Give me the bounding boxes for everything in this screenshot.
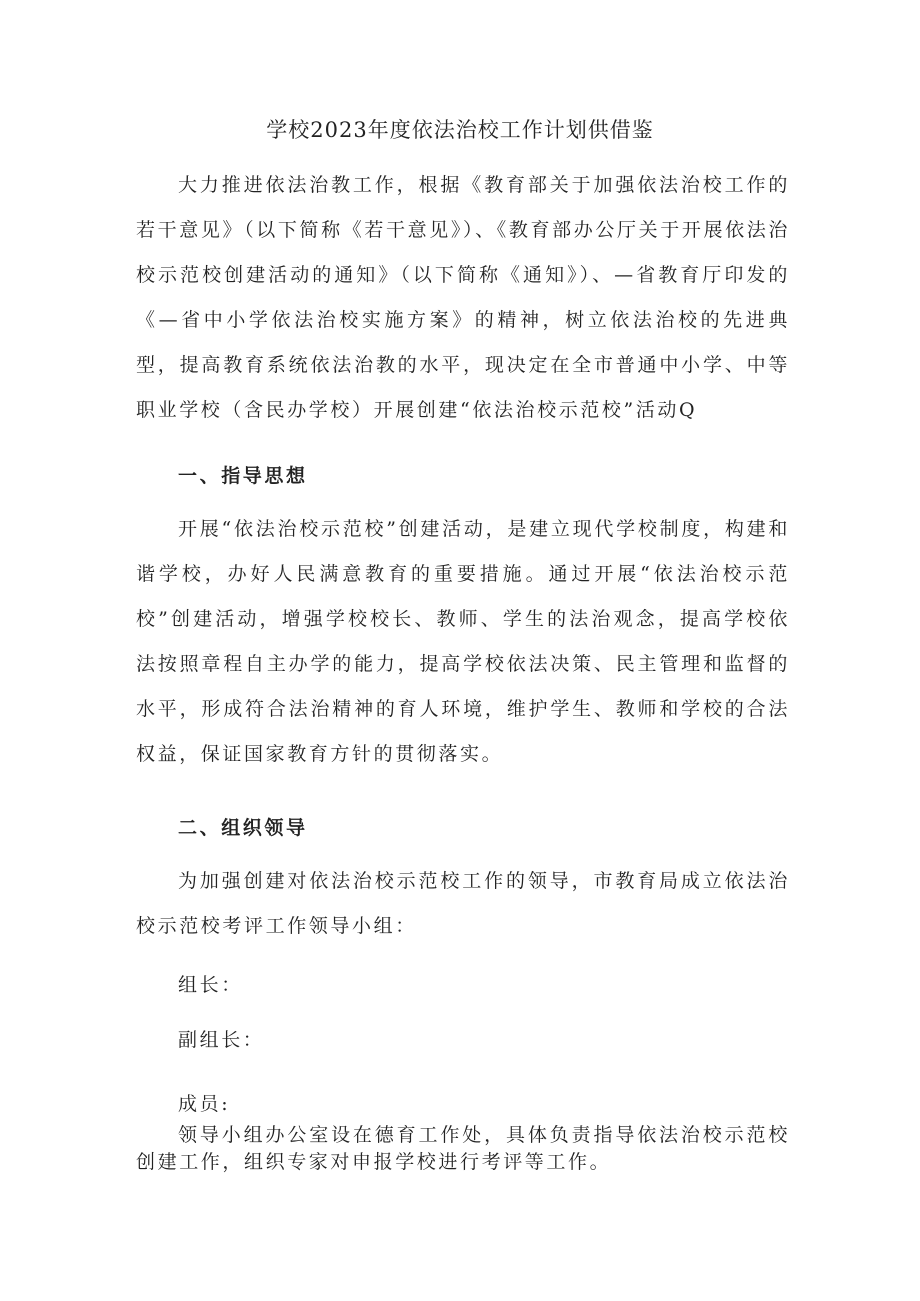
section-1-paragraph: 开展“依法治校示范校”创建活动，是建立现代学校制度，构建和谐学校，办好人民满意教育的重要措施。通过开展“依法治校示范校”创建活动，增强学校校长、教师、学生的法治观念，提高学校依法按照章程自主办学的能力，提高学校依法决策、民主管理和监督的水平，形成符合法治精神的育人环境，维护学生、教师和学校的合法权益，保证国家教育方针的贯彻落实。	[136, 518, 790, 765]
section-2-paragraph: 为加强创建对依法治校示范校工作的领导，市教育局成立依法治校示范校考评工作领导小组：	[136, 870, 790, 937]
office-paragraph: 领导小组办公室设在德育工作处，具体负责指导依法治校示范校创建工作，组织专家对申报学校进行考评等工作。	[136, 1124, 790, 1173]
intro-paragraph: 大力推进依法治教工作，根据《教育部关于加强依法治校工作的若干意见》（以下简称《若干意见》）、《教育部办公厅关于开展依法治校示范校创建活动的通知》（以下简称《通知》）、—省教育厅印发的《—省中小学依法治校实施方案》的精神，树立依法治校的先进典型，提高教育系统依法治教的水平，现决定在全市普通中小学、中等职业学校（含民办学校）开展创建“依法治校示范校”活动Q	[136, 174, 790, 421]
section-2-heading: 二、组织领导	[178, 817, 308, 839]
leader-label: 组长：	[178, 974, 243, 996]
members-label: 成员:	[178, 1093, 231, 1115]
deputy-leader-label: 副组长：	[178, 1029, 265, 1051]
section-1-heading: 一、指导思想	[178, 465, 308, 487]
document-title: 学校2023年度依法治校工作计划供借鉴	[266, 118, 654, 142]
